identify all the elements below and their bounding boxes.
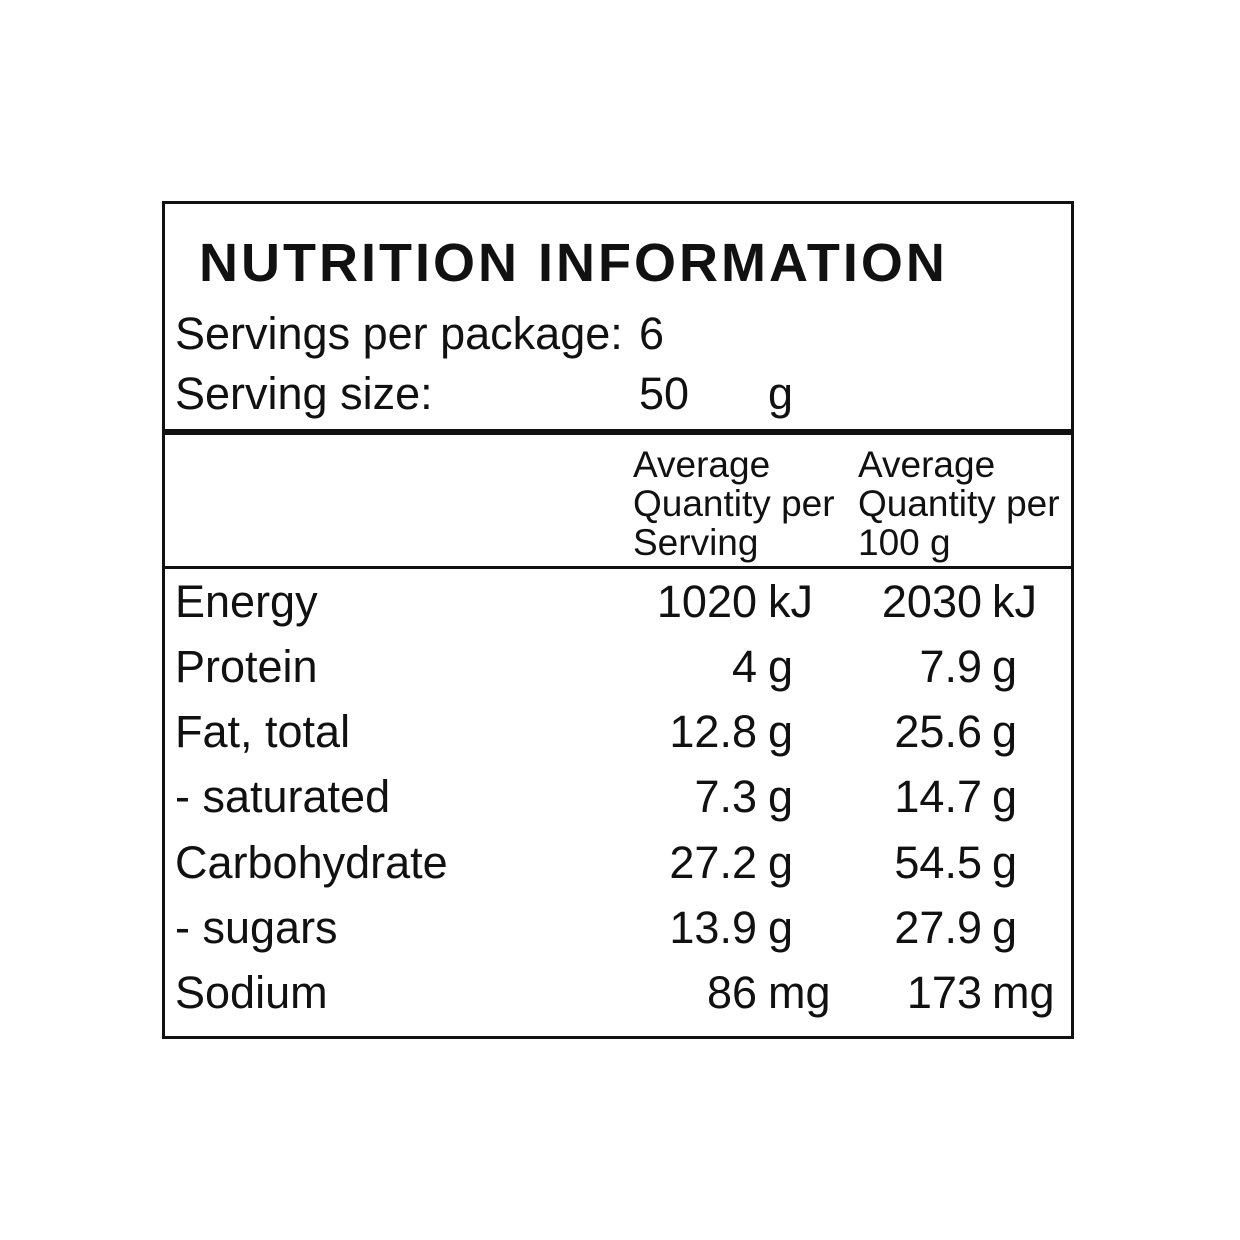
servings-per-package-row <box>165 304 1071 364</box>
value-per-serving: 1020 <box>656 575 757 627</box>
unit-per-100g: g <box>992 836 1018 888</box>
value-per-100g: 14.7 <box>894 771 982 823</box>
unit-per-serving: g <box>768 836 794 888</box>
nutrient-row-saturated <box>165 765 1071 830</box>
value-per-serving: 4 <box>731 640 757 692</box>
serving-size-row <box>165 364 1071 424</box>
nutrient-label: Sodium <box>175 967 328 1019</box>
value-per-serving: 13.9 <box>669 902 757 954</box>
nutrient-row-fat-total <box>165 700 1071 765</box>
nutrient-row-energy <box>165 569 1071 634</box>
value-per-serving: 12.8 <box>669 706 757 758</box>
unit-per-100g: mg <box>992 967 1055 1019</box>
column-header-row <box>165 435 1071 569</box>
nutrient-row-carbohydrate <box>165 830 1071 895</box>
serving-size-value: 50 <box>639 368 690 419</box>
value-per-100g: 7.9 <box>919 640 982 692</box>
value-per-100g: 173 <box>906 967 982 1019</box>
unit-per-serving: g <box>768 706 794 758</box>
unit-per-100g: kJ <box>992 575 1037 627</box>
unit-per-100g: g <box>992 706 1018 758</box>
serving-size-unit: g <box>768 368 794 419</box>
col-header-per-100g: Average Quantity per 100 g <box>858 444 1060 563</box>
value-per-serving: 86 <box>706 967 757 1019</box>
nutrient-label: Carbohydrate <box>175 836 448 888</box>
nutrient-label: - saturated <box>175 771 391 823</box>
nutrition-panel <box>162 201 1074 1039</box>
column-header-spacer <box>165 445 633 566</box>
nutrient-row-sugars <box>165 895 1071 960</box>
unit-per-serving: mg <box>768 967 831 1019</box>
unit-per-serving: g <box>768 771 794 823</box>
unit-per-serving: kJ <box>768 575 813 627</box>
nutrient-label: Fat, total <box>175 706 351 758</box>
value-per-100g: 25.6 <box>894 706 982 758</box>
panel-top-section <box>165 204 1071 435</box>
col-header-per-serving: Average Quantity per Serving <box>633 444 835 563</box>
nutrient-label: Protein <box>175 640 318 692</box>
serving-size-label: Serving size: <box>175 368 433 419</box>
servings-per-package-label: Servings per package: <box>175 308 623 359</box>
nutrient-rows <box>165 569 1071 1026</box>
value-per-100g: 27.9 <box>894 902 982 954</box>
unit-per-100g: g <box>992 771 1018 823</box>
panel-title: NUTRITION INFORMATION <box>199 233 948 293</box>
nutrient-label: Energy <box>175 575 318 627</box>
value-per-serving: 7.3 <box>694 771 757 823</box>
unit-per-100g: g <box>992 902 1018 954</box>
servings-per-package-value: 6 <box>639 308 665 359</box>
unit-per-serving: g <box>768 640 794 692</box>
value-per-serving: 27.2 <box>669 836 757 888</box>
nutrient-row-sodium <box>165 961 1071 1026</box>
unit-per-serving: g <box>768 902 794 954</box>
nutrient-row-protein <box>165 634 1071 699</box>
unit-per-100g: g <box>992 640 1018 692</box>
value-per-100g: 2030 <box>881 575 982 627</box>
value-per-100g: 54.5 <box>894 836 982 888</box>
nutrient-label: - sugars <box>175 902 338 954</box>
